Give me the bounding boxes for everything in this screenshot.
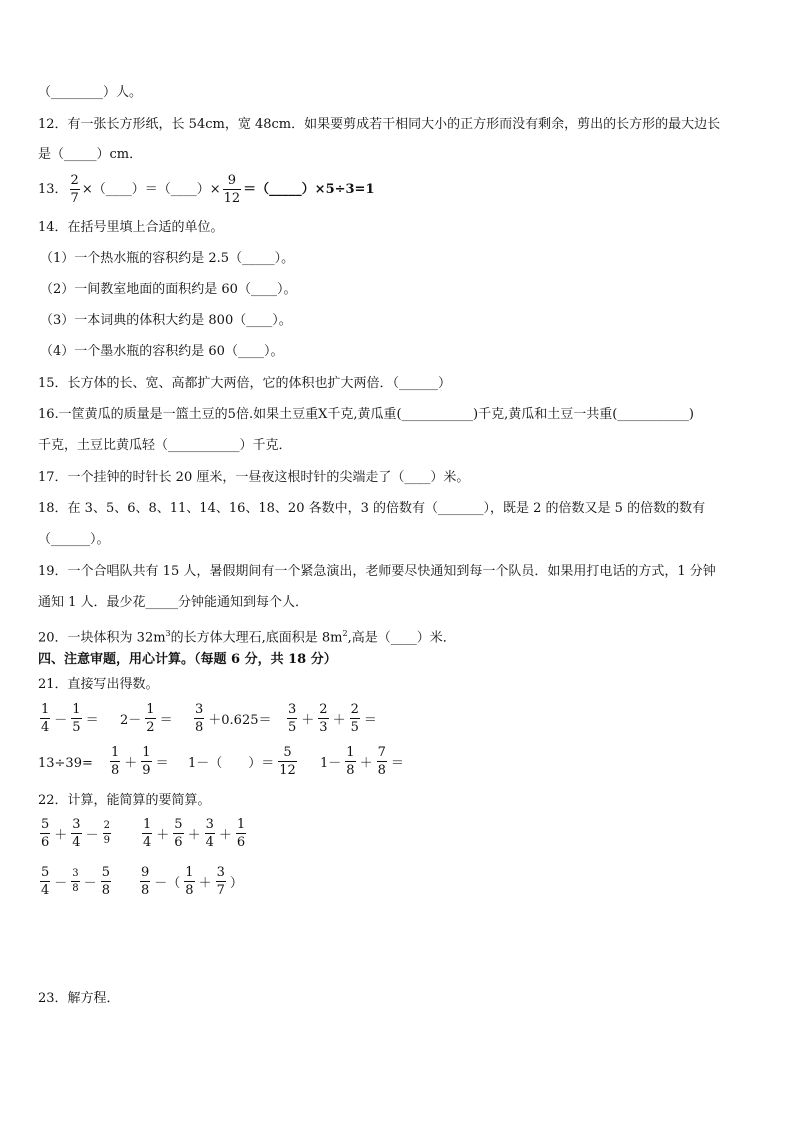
q16-line1: 16.一筐黄瓜的质量是一篮土豆的5倍.如果土豆重X千克,黄瓜重(___________)千克,黄瓜和土豆一共重(___________) [38,407,694,422]
num: 3 [71,869,79,882]
den: 9 [142,763,151,778]
num: 2 [319,702,328,717]
eq: ＝ [159,713,173,728]
den: 8 [101,883,110,898]
num: 1 [346,745,355,760]
post: ＋0.625＝ [208,713,272,728]
num: 5 [174,817,183,832]
q14-title: 14．在括号里填上合适的单位。 [38,220,224,235]
op: ＋ [156,828,170,843]
q14-item-4: （4）一个墨水瓶的容积约是 60（____）。 [40,344,284,359]
num: 7 [377,745,386,760]
q23-title: 23．解方程． [38,991,120,1006]
q13-text2: ＝（_____）×5÷3=1 [243,182,375,197]
q19-line2: 通知 1 人．最少花_____分钟能通知到每个人． [38,595,309,610]
q21-e4-c [350,703,360,734]
q21-expr-4 [285,703,379,734]
q22-e3-c [101,866,111,897]
q22-e2-b [173,818,183,849]
q21-expr-2 [118,703,175,734]
q14-item-1: （1）一个热水瓶的容积约是 2.5（_____）。 [40,251,295,266]
q21-expr-5: 13÷39= [38,756,93,771]
q22-expr-1 [38,818,113,849]
q12-line1: 12．有一张长方形纸，长 54cm，宽 48cm．如果要剪成若干相同大小的正方形而没有剩余，剪出的长方形的最大边长 [38,117,721,132]
q21-e2-b [145,703,155,734]
q18-line2: （______）。 [38,532,110,547]
num: 5 [101,865,110,880]
eq: ＝ [363,713,377,728]
q22-e2-d [236,818,246,849]
q20-mid: 的长方体大理石,底面积是 8m [170,630,343,646]
den: 6 [41,835,50,850]
q19-line1: 19．一个合唱队共有 15 人，暑假期间有一个紧急演出，老师要尽快通知到每一个队员．如果用打电话的方式，1 分钟 [38,564,716,579]
den: 4 [72,835,81,850]
q21-e4-b [318,703,328,734]
q22-e4-c [216,866,226,897]
pre: 1－（ ）＝ [188,756,275,771]
den: 8 [141,883,150,898]
num: 3 [195,702,204,717]
q22-e4-b [184,866,194,897]
q14-item-2: （2）一间教室地面的面积约是 60（____）。 [40,282,297,297]
q21-expr-8 [318,746,406,777]
q21-e1-a [40,703,50,734]
den: 3 [319,720,328,735]
q13-frac1-num: 2 [70,173,79,188]
num: 1 [185,865,194,880]
q14-item-3: （3）一本词典的体积大约是 800（____）。 [40,313,292,328]
q20-sup2: 2 [342,629,348,638]
den: 12 [279,763,296,778]
q13-text1: ×（____）＝（____）× [81,182,221,197]
den: 8 [72,883,79,894]
q13 [38,174,375,205]
q22-title: 22．计算，能简算的要简算。 [38,793,211,808]
q20-sup1: 3 [165,629,171,638]
q17: 17．一个挂钟的时针长 20 厘米，一昼夜这根时针的尖端走了（____）米。 [38,470,470,485]
num: 1 [142,745,151,760]
q22-e3-b [71,869,79,894]
q22-e1-b [71,818,81,849]
den: 2 [146,720,155,735]
den: 7 [216,883,225,898]
q22-e4-a [140,866,150,897]
close-paren: ） [229,876,243,891]
q22-e1-a [40,818,50,849]
num: 5 [41,865,50,880]
num: 3 [288,702,297,717]
op: － [54,713,68,728]
q16-line2: 千克，土豆比黄瓜轻（___________）千克． [38,438,292,453]
op: ＋ [54,828,68,843]
num: 2 [350,702,359,717]
op: －（ [154,876,181,891]
eq: ＝ [390,756,404,771]
q21-e1-b [71,703,81,734]
den: 8 [377,763,386,778]
q21-e3-a [194,703,204,734]
pre: 1－ [320,756,342,771]
den: 6 [236,835,246,850]
op: － [85,828,99,843]
op: ＋ [187,828,201,843]
q20 [38,625,456,647]
op: ＋ [332,713,346,728]
q12-line2: 是（_____）cm． [38,147,143,162]
q13-frac2-num: 9 [223,174,242,190]
q21-expr-1 [38,703,101,734]
q22-e2-a [142,818,152,849]
q21-title: 21．直接写出得数。 [38,677,159,692]
num: 1 [41,702,50,717]
num: 1 [143,817,152,832]
den: 5 [288,720,297,735]
num: 1 [72,702,81,717]
q22-e1-c [103,821,111,846]
num: 3 [205,817,214,832]
den: 4 [41,720,50,735]
num: 5 [41,817,50,832]
eq: ＝ [85,713,99,728]
q22-e2-c [205,818,215,849]
num: 1 [146,702,155,717]
q13-frac2-den: 12 [223,191,241,206]
op: ＋ [359,756,373,771]
den: 5 [72,720,81,735]
q20-post: ,高是（____）米． [347,630,456,646]
num: 3 [72,817,81,832]
q21-e7-b [278,746,297,777]
op: － [54,876,68,891]
den: 8 [346,763,355,778]
q11-tail: （________）人。 [38,85,143,100]
q15: 15．长方体的长、宽、高都扩大两倍，它的体积也扩大两倍．（______） [38,376,452,391]
q21-e6-b [141,746,151,777]
q22-expr-2 [140,818,248,849]
op: － [83,876,97,891]
op: ＋ [198,876,212,891]
den: 4 [143,835,152,850]
q22-expr-4 [138,866,245,897]
q22-e3-a [40,866,50,897]
den: 6 [174,835,183,850]
den: 4 [41,883,50,898]
q13-frac1-den: 7 [70,191,79,206]
q22-expr-3 [38,866,113,897]
q21-e6-a [110,746,120,777]
q21-e8-a [345,746,355,777]
num: 1 [111,745,120,760]
num: 5 [278,746,297,762]
q21-expr-7 [186,746,299,777]
num: 9 [141,865,150,880]
op: ＋ [218,828,232,843]
den: 8 [195,720,204,735]
q13-frac2 [223,174,242,205]
q18-line1: 18．在 3、5、6、8、11、14、16、18、20 各数中，3 的倍数有（_______），既是 2 的倍数又是 5 的倍数的数有 [38,501,706,516]
pre: 2－ [120,713,142,728]
den: 4 [205,835,214,850]
num: 3 [216,865,225,880]
q21-e8-b [377,746,387,777]
q13-label: 13． [38,182,68,197]
q21-expr-6 [108,746,171,777]
q20-pre: 20．一块体积为 32m [38,630,166,646]
den: 8 [185,883,194,898]
q21-e4-a [287,703,297,734]
section-4-heading: 四、注意审题，用心计算。（每题 6 分，共 18 分） [38,652,337,667]
eq: ＝ [155,756,169,771]
op: ＋ [124,756,138,771]
den: 9 [103,835,110,846]
den: 5 [350,720,359,735]
num: 2 [103,821,111,834]
q21-expr-3 [192,703,274,734]
op: ＋ [301,713,315,728]
num: 1 [236,817,246,832]
den: 8 [111,763,120,778]
q13-frac1 [70,174,80,205]
